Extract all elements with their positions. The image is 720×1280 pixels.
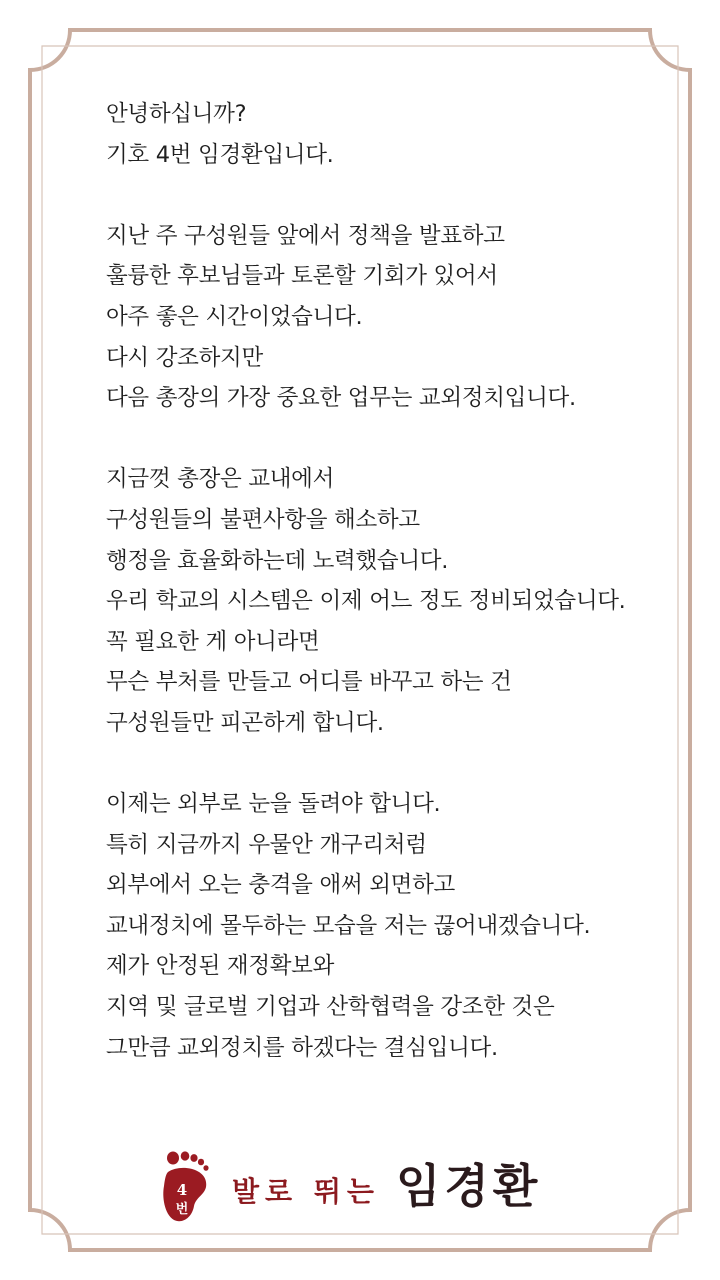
blank-line: [106, 175, 686, 216]
letter-line: 이제는 외부로 눈을 돌려야 합니다.: [106, 791, 441, 818]
footprint-logo-icon: [160, 1148, 212, 1224]
letter-body: [106, 94, 686, 1068]
letter-line: 구성원들만 피곤하게 합니다.: [106, 709, 384, 736]
letter-line: 특히 지금까지 우물안 개구리처럼: [106, 831, 427, 858]
campaign-signature: [160, 1148, 580, 1228]
letter-line: 지난 주 구성원들 앞에서 정책을 발표하고: [106, 222, 505, 249]
letter-line: 훌륭한 후보님들과 토론할 기회가 있어서: [106, 263, 498, 290]
letter-line: 행정을 효율화하는데 노력했습니다.: [106, 547, 449, 574]
letter-line: 지역 및 글로벌 기업과 산학협력을 강조한 것은: [106, 994, 555, 1021]
letter-line: 우리 학교의 시스템은 이제 어느 정도 정비되었습니다.: [106, 588, 626, 615]
letter-line: 외부에서 오는 충격을 애써 외면하고: [106, 872, 455, 899]
letter-line: 다음 총장의 가장 중요한 업무는 교외정치입니다.: [106, 385, 576, 412]
letter-line: 무슨 부처를 만들고 어디를 바꾸고 하는 건: [106, 669, 512, 696]
slogan-text: 발로 뛰는: [232, 1175, 380, 1208]
letter-line: 꼭 필요한 게 아니라면: [106, 628, 320, 655]
letter-line: 안녕하십니까?: [106, 101, 247, 127]
letter-line: 제가 안정된 재정확보와: [106, 953, 335, 980]
letter-line: 기호 4번 임경환입니다.: [106, 141, 334, 168]
letter-line: 다시 강조하지만: [106, 344, 263, 371]
logo-number: 4: [176, 1181, 188, 1199]
blank-line: [106, 744, 686, 785]
blank-line: [106, 419, 686, 460]
candidate-name: 임경환: [396, 1159, 542, 1213]
letter-line: 지금껏 총장은 교내에서: [106, 466, 335, 493]
letter-line: 구성원들의 불편사항을 해소하고: [106, 506, 420, 533]
letter-line: 아주 좋은 시간이었습니다.: [106, 303, 363, 330]
letter-line: 그만큼 교외정치를 하겠다는 결심입니다.: [106, 1034, 498, 1061]
letter-line: 교내정치에 몰두하는 모습을 저는 끊어내겠습니다.: [106, 912, 591, 939]
logo-unit: 번: [175, 1202, 189, 1217]
